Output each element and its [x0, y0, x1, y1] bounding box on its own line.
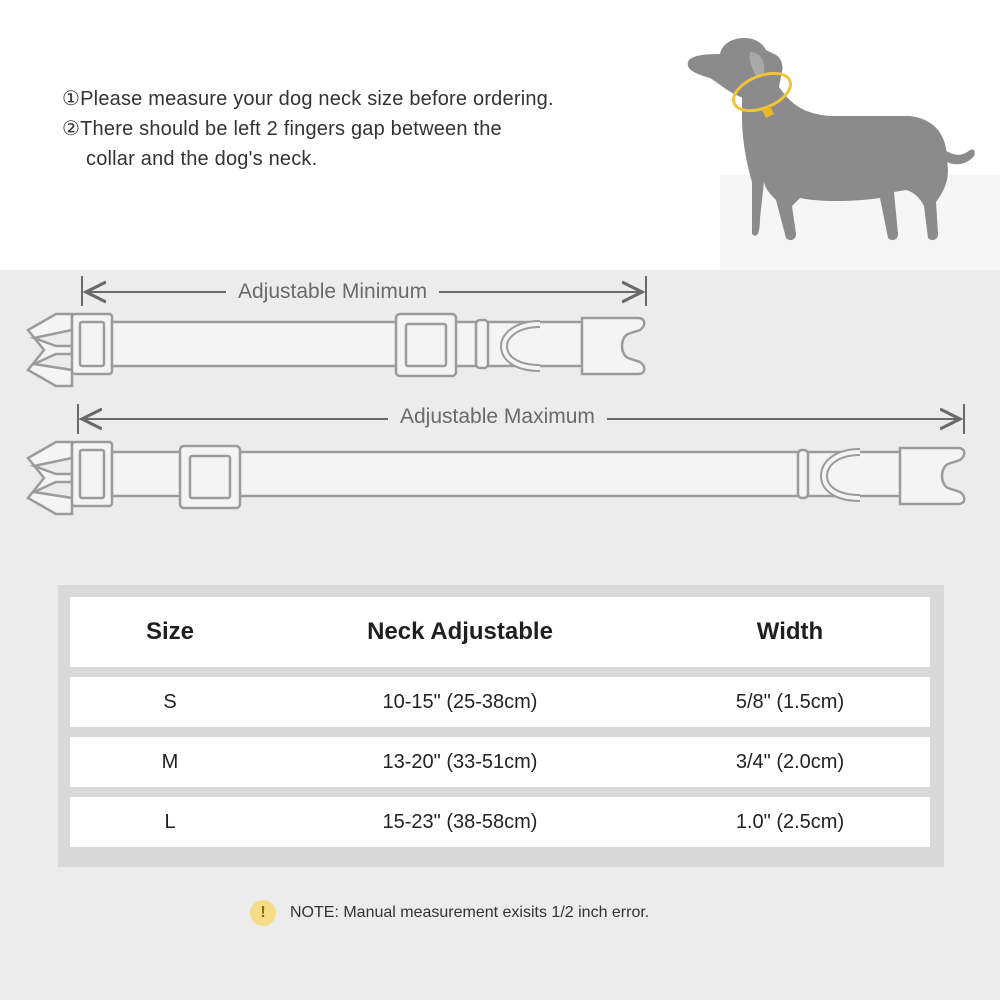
table-row [70, 737, 930, 787]
instruction-1-marker: ① [62, 88, 81, 110]
collar-minimum [28, 314, 644, 386]
instruction-2-continuation: collar and the dog's neck. [86, 148, 318, 170]
header-size: Size [70, 597, 270, 667]
instruction-2-text: There should be left 2 fingers gap between the [80, 118, 502, 140]
table-row [70, 797, 930, 847]
size-table-header [70, 597, 930, 667]
size-table [70, 587, 930, 857]
cell-neck: 10-15" (25-38cm) [270, 677, 650, 727]
adjustable-minimum-label: Adjustable Minimum [226, 280, 439, 304]
collar-maximum [28, 442, 964, 514]
cell-size: M [70, 737, 270, 787]
measurement-note [250, 900, 649, 926]
exclamation-icon: ! [250, 900, 276, 926]
cell-width: 5/8" (1.5cm) [650, 677, 930, 727]
dog-silhouette-icon [680, 22, 980, 252]
header-neck-adjustable: Neck Adjustable [270, 597, 650, 667]
cell-size: L [70, 797, 270, 847]
instruction-1-text: Please measure your dog neck size before ordering. [80, 88, 554, 110]
instruction-2-marker: ② [62, 118, 81, 140]
cell-neck: 15-23" (38-58cm) [270, 797, 650, 847]
table-row [70, 677, 930, 727]
instruction-2 [62, 114, 554, 144]
cell-neck: 13-20" (33-51cm) [270, 737, 650, 787]
header-width: Width [650, 597, 930, 667]
collar-size-diagram [0, 270, 1000, 530]
adjustable-maximum-label: Adjustable Maximum [388, 405, 607, 429]
cell-width: 3/4" (2.0cm) [650, 737, 930, 787]
instruction-1 [62, 84, 554, 114]
cell-width: 1.0" (2.5cm) [650, 797, 930, 847]
measuring-instructions [62, 84, 554, 174]
cell-size: S [70, 677, 270, 727]
note-text: NOTE: Manual measurement exisits 1/2 inch error. [290, 904, 650, 921]
